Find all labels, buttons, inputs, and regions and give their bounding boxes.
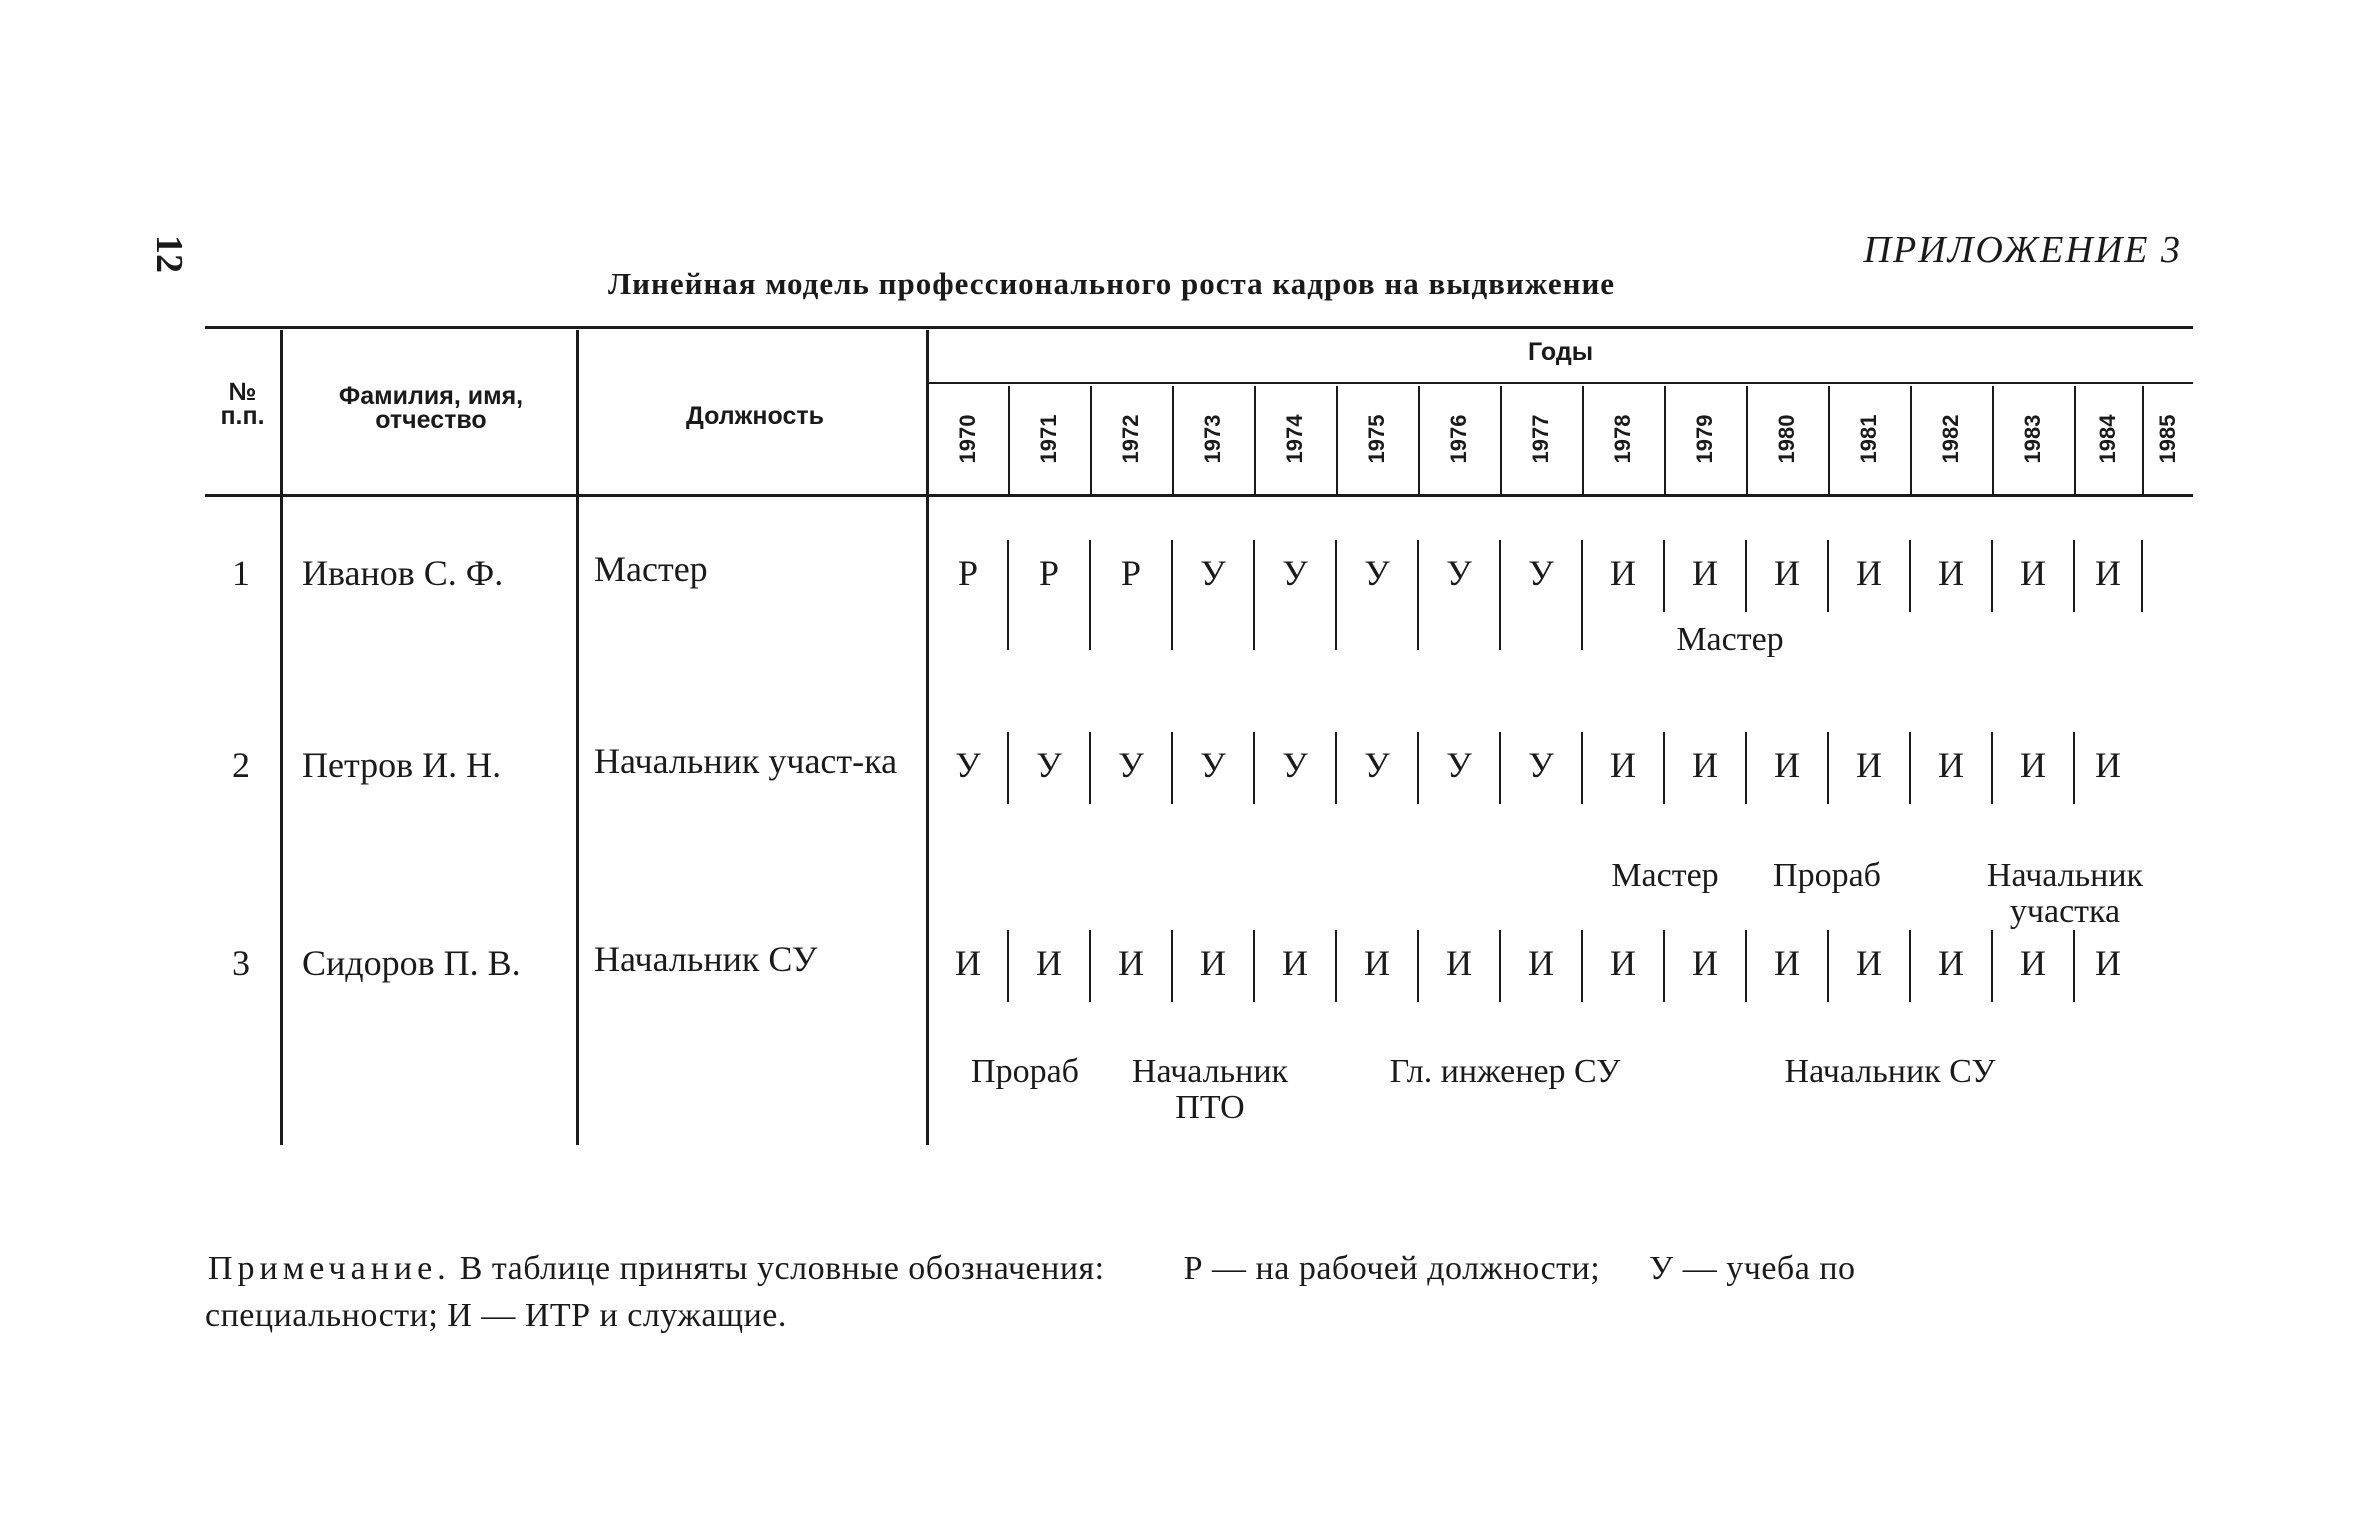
year-tick xyxy=(2141,540,2143,612)
year-code: И xyxy=(1610,553,1636,593)
legend-r: Р — на рабочей должности; xyxy=(1183,1250,1601,1287)
col-sep-position xyxy=(926,330,929,1145)
col-sep-num xyxy=(280,330,283,1145)
year-code: У xyxy=(1446,745,1472,785)
year-code: И xyxy=(1692,745,1718,785)
row-name: Сидоров П. В. xyxy=(302,943,521,983)
year-label: 1970 xyxy=(955,414,980,464)
year-code: У xyxy=(1364,745,1390,785)
year-label: 1982 xyxy=(1938,414,1963,464)
year-label: 1980 xyxy=(1774,414,1799,464)
legend-u: У — учеба по xyxy=(1649,1250,1856,1287)
year-code: У xyxy=(955,745,981,785)
year-code: И xyxy=(1282,943,1308,983)
year-code: У xyxy=(1200,745,1226,785)
row-number: 1 xyxy=(232,553,250,593)
year-code: И xyxy=(1118,943,1144,983)
career-label: Начальник участка xyxy=(1986,857,2144,930)
year-code: Р xyxy=(1038,553,1060,593)
header-num: № п.п. xyxy=(220,378,265,430)
year-label: 1977 xyxy=(1528,414,1553,464)
table-top-rule xyxy=(205,326,2193,329)
year-separator xyxy=(1254,386,1256,494)
year-code: И xyxy=(1856,745,1882,785)
year-code: И xyxy=(1938,745,1964,785)
note-text-1: В таблице приняты условные обозначения: xyxy=(459,1250,1105,1287)
year-label: 1974 xyxy=(1282,414,1307,464)
year-separator xyxy=(1008,386,1010,494)
year-code: Р xyxy=(1120,553,1142,593)
year-code: И xyxy=(1036,943,1062,983)
note-line-2: специальности; И — ИТР и служащие. xyxy=(205,1297,787,1334)
year-code: И xyxy=(1938,943,1964,983)
year-code: И xyxy=(1692,553,1718,593)
year-code: И xyxy=(1610,745,1636,785)
year-code: И xyxy=(1774,745,1800,785)
year-separator xyxy=(1500,386,1502,494)
appendix-label: ПРИЛОЖЕНИЕ 3 xyxy=(1863,229,2182,271)
header-position: Должность xyxy=(686,402,824,430)
career-label: Начальник СУ xyxy=(1784,1053,1996,1090)
year-label: 1984 xyxy=(2095,414,2120,464)
year-code: И xyxy=(2095,553,2121,593)
year-label: 1981 xyxy=(1856,414,1881,464)
year-code: У xyxy=(1036,745,1062,785)
year-code: И xyxy=(2020,553,2046,593)
career-label: Начальник ПТО xyxy=(1131,1053,1289,1126)
year-code: У xyxy=(1282,745,1308,785)
year-label: 1983 xyxy=(2020,414,2045,464)
year-separator xyxy=(2142,386,2144,494)
year-separator xyxy=(1336,386,1338,494)
year-label: 1973 xyxy=(1200,414,1225,464)
row-number: 2 xyxy=(232,745,250,785)
row-name: Иванов С. Ф. xyxy=(302,553,504,593)
year-code: И xyxy=(1692,943,1718,983)
year-code: Р xyxy=(957,553,979,593)
year-code: И xyxy=(1200,943,1226,983)
page-number: 12 xyxy=(148,235,190,273)
row-position: Начальник участ-ка xyxy=(594,741,898,781)
year-code: И xyxy=(1856,943,1882,983)
year-label: 1972 xyxy=(1118,414,1143,464)
year-code: И xyxy=(1856,553,1882,593)
year-label: 1985 xyxy=(2154,414,2180,464)
year-code: И xyxy=(1364,943,1390,983)
year-code: И xyxy=(955,943,981,983)
career-label: Прораб xyxy=(1773,857,1881,894)
year-separator xyxy=(1664,386,1666,494)
year-label: 1975 xyxy=(1364,414,1389,464)
year-code: У xyxy=(1528,745,1554,785)
year-code: У xyxy=(1282,553,1308,593)
note-line-1 xyxy=(208,1250,1856,1288)
year-code: У xyxy=(1446,553,1472,593)
year-label: 1978 xyxy=(1610,414,1635,464)
year-separator xyxy=(1746,386,1748,494)
year-code: И xyxy=(2020,943,2046,983)
career-label: Мастер xyxy=(1676,621,1784,658)
year-code: И xyxy=(2095,745,2121,785)
year-label: 1976 xyxy=(1446,414,1471,464)
row-position: Начальник СУ xyxy=(594,939,818,979)
year-separator xyxy=(1418,386,1420,494)
table-title: Линейная модель профессионального роста кадров на выдвижение xyxy=(608,266,1616,301)
year-label: 1979 xyxy=(1692,414,1717,464)
year-code: У xyxy=(1200,553,1226,593)
year-separator xyxy=(1828,386,1830,494)
row-number: 3 xyxy=(232,943,250,983)
year-code: У xyxy=(1118,745,1144,785)
header-years: Годы xyxy=(1527,338,1594,366)
year-code: У xyxy=(1364,553,1390,593)
year-code: И xyxy=(1610,943,1636,983)
year-code: И xyxy=(1774,943,1800,983)
year-separator xyxy=(1582,386,1584,494)
year-separator xyxy=(1090,386,1092,494)
year-code: И xyxy=(2095,943,2121,983)
year-separator xyxy=(1910,386,1912,494)
header-bottom-rule xyxy=(205,494,2193,497)
year-code: У xyxy=(1528,553,1554,593)
year-code: И xyxy=(1446,943,1472,983)
year-code: И xyxy=(1938,553,1964,593)
year-label: 1971 xyxy=(1036,414,1061,464)
career-label: Гл. инженер СУ xyxy=(1389,1053,1621,1090)
note-prefix: Примечание. xyxy=(208,1250,451,1287)
year-separator xyxy=(2074,386,2076,494)
row-name: Петров И. Н. xyxy=(302,745,502,785)
year-code: И xyxy=(2020,745,2046,785)
years-header-rule xyxy=(928,382,2193,384)
year-code: И xyxy=(1528,943,1554,983)
career-label: Мастер xyxy=(1611,857,1719,894)
year-code: И xyxy=(1774,553,1800,593)
year-separator xyxy=(1172,386,1174,494)
row-position: Мастер xyxy=(594,549,708,589)
year-separator xyxy=(1992,386,1994,494)
career-label: Прораб xyxy=(971,1053,1079,1090)
col-sep-name xyxy=(576,330,579,1145)
header-name: Фамилия, имя, отчество xyxy=(338,382,524,434)
